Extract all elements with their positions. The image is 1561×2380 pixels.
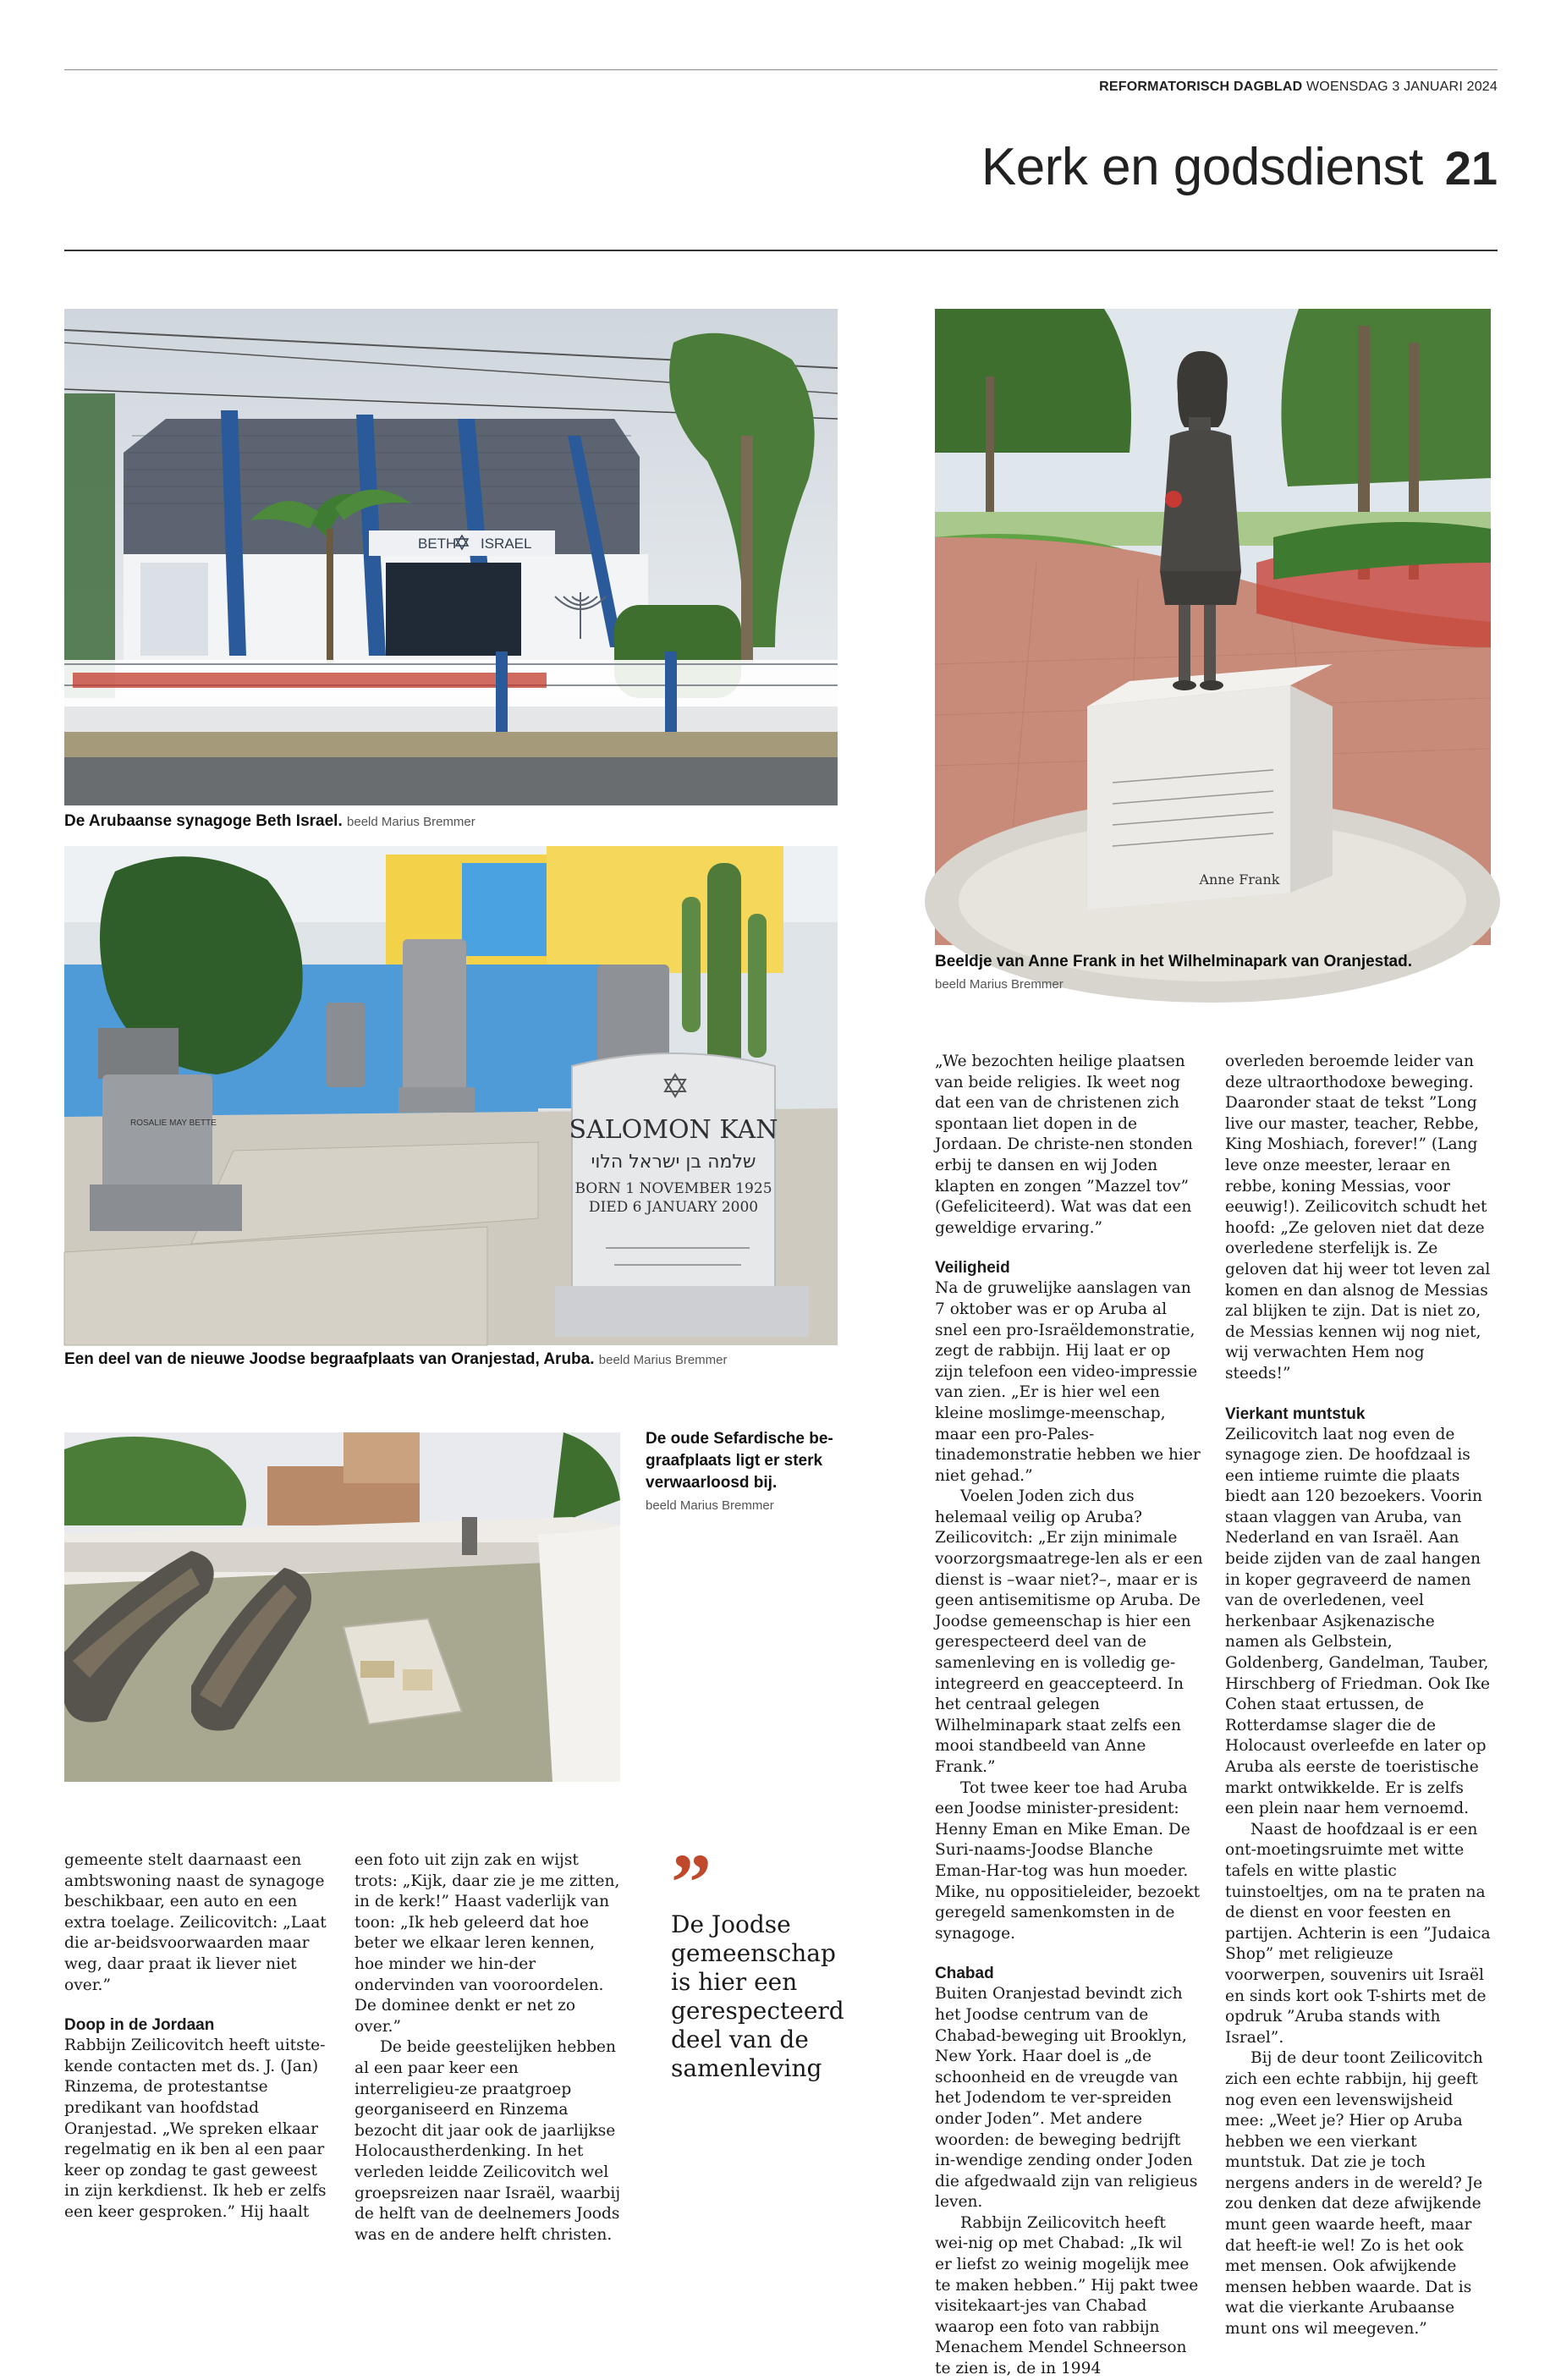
cemetery-caption-text: Een deel van de nieuwe Joodse begraafplaats van Oranjestad, Aruba. xyxy=(64,1350,595,1368)
synagogue-photo xyxy=(64,309,838,805)
cemetery-caption xyxy=(64,1349,838,1371)
cemetery-photo xyxy=(64,846,838,1345)
synagogue-image xyxy=(64,309,838,805)
small-stone-inscription: ROSALIE MAY BETTE xyxy=(130,1119,217,1128)
paragraph: De beide geestelijken hebben al een paar keer een interreligieu-ze praatgroep georganiseerd en Rinzema bezocht dit jaar ook de jaarlijkse Holocaustherdenking. In het verleden leidde Zeilicovitch wel groepsreizen naar Israël, waarbij de helft van de deelnemers Joods was en de andere helft christen. xyxy=(355,2038,621,2244)
paragraph: Tot twee keer toe had Aruba een Joodse minister-president: Henny Eman en Mike Eman. De Suri-naams-Joodse Blanche Eman-Har-tog was hun moeder. Mike, nu oppositieleider, bezoekt geregeld samenkomsten in de synagoge. xyxy=(935,1778,1201,1943)
synagogue-caption-text: De Arubaanse synagoge Beth Israel. xyxy=(64,812,343,830)
gravestone-name: SALOMON KAN xyxy=(569,1115,778,1145)
anne-frank-caption xyxy=(935,951,1491,996)
article-column-3 xyxy=(935,1052,1203,2380)
sephardic-caption-text: De oude Sefardische be-graafplaats ligt er sterk verwaarloosd bij. xyxy=(646,1430,833,1492)
sephardic-photo xyxy=(64,1432,620,1782)
synagogue-sign-left: BETH xyxy=(418,536,457,552)
synagogue-credit: beeld Marius Bremmer xyxy=(347,815,475,829)
paragraph: Buiten Oranjestad bevindt zich het Joodse centrum van de Chabad-beweging uit Brooklyn, New York. Haar doel is „de schoonheid en de vreugde van het Jodendom te ver-spreiden onder Joden”. Met andere woorden: de beweging bedrijft in-wendige zending onder Joden die afgedwaald zijn van religieus leven. xyxy=(935,1985,1198,2212)
section-title: Kerk en godsdienst xyxy=(981,138,1423,196)
gravestone-hebrew: שלמה בן ישראל הלוי xyxy=(591,1152,756,1173)
paragraph: „We bezochten heilige plaatsen van beide religies. Ik weet nog dat een van de christenen zich spontaan liet dopen in de Jordaan. De christe-nen stonden erbij te dansen en wij Joden klapten en zongen ”Mazzel tov” (Gefeliciteerd). Wat was dat een geweldige ervaring.” xyxy=(935,1053,1193,1237)
paragraph: Na de gruwelijke aanslagen van 7 oktober was er op Aruba al snel een pro-Israëldemonstratie, zegt de rabbijn. Hij laat er op zijn telefoon een video-impressie van zien. „Er is hier wel een kleine moslimge-meenschap, maar een pro-Pales-tinademonstratie hebben we hier niet gehad.” xyxy=(935,1279,1201,1485)
cemetery-credit: beeld Marius Bremmer xyxy=(598,1353,728,1367)
sephardic-credit: beeld Marius Bremmer xyxy=(646,1498,774,1513)
pedestal-inscription: Anne Frank xyxy=(1199,871,1280,888)
cemetery-image xyxy=(64,846,838,1345)
subheading: Veiligheid xyxy=(935,1259,1010,1278)
sephardic-caption xyxy=(646,1428,842,1517)
paragraph: Zeilicovitch laat nog even de synagoge zien. De hoofdzaal is een intieme ruimte die plaats biedt aan 120 bezoekers. Voorin staan vlaggen van Aruba, van Nederland en van Israël. Aan beide zijden van de zaal hangen in koper gegraveerd de namen van de overledenen, veel herkenbaar Asjkenazische namen als Gelbstein, Goldenberg, Gandelman, Tauber, Hirschberg of Friedman. Ook Ike Cohen staat ertussen, de Rotterdamse slager die de Holocaust overleefde en later op Aruba als eerste de toeristische markt ontwikkelde. Er is zelfs een plein naar hem vernoemd. xyxy=(1225,1425,1490,1818)
paragraph: Bij de deur toont Zeilicovitch zich een echte rabbijn, hij geeft nog even een levenswijsheid mee: „Weet je? Hier op Aruba hebben we een vierkant muntstuk. Dat zie je toch nergens anders in de wereld? Je zou denken dat deze afwijkende munt geen waarde heeft, maar dat heeft-ie wel! Zo is het ook met mensen. Ook afwijkende mensen hebben waarde. Dat is wat die vierkante Arubaanse munt ons wil meegeven.” xyxy=(1225,2049,1483,2339)
synagogue-caption xyxy=(64,811,838,833)
paragraph: overleden beroemde leider van deze ultraorthodoxe beweging. Daaronder staat de tekst ”Long live our master, teacher, Rebbe, King Moshiach, forever!” (Lang leve onze meester, leraar en rebbe, koning Messias, voor eeuwig!). Zeilicovitch schudt het hoofd: „Ze geloven niet dat deze overledene sterfelijk is. Ze geloven dat hij weer tot leven zal komen en dan alsnog de Messias zal blijken te zijn. Dat is niet zo, de Messias kennen wij nog niet, wij verwachten Hem nog steeds!” xyxy=(1225,1053,1491,1382)
article-column-1 xyxy=(64,1850,333,2223)
anne-frank-image xyxy=(935,309,1491,945)
synagogue-sign-right: ISRAEL xyxy=(481,536,532,552)
paragraph: Rabbijn Zeilicovitch heeft wei-nig op met Chabad: „Ik wil er liefst zo weinig mogelijk mee te maken hebben.” Hij pakt twee visitekaart-jes van Chabad waarop een foto van rabbijn Menachem Mendel Schneerson te zien is, de in 1994 xyxy=(935,2213,1199,2378)
anne-frank-photo xyxy=(935,309,1491,945)
paragraph: Rabbijn Zeilicovitch heeft uitste-kende contacten met ds. J. (Jan) Rinzema, de protestantse predikant van hoofdstad Oranjestad. „We spreken elkaar regelmatig en ik ben al een paar keer op zondag te gast geweest in zijn kerkdienst. Ik heb er zelfs een keer gesproken.” Hij haalt xyxy=(64,2036,327,2221)
gravestone-born: BORN 1 NOVEMBER 1925 xyxy=(574,1180,772,1197)
page-number: 21 xyxy=(1444,141,1498,195)
paragraph: gemeente stelt daarnaast een ambtswoning naast de synagoge beschikbaar, een auto en een extra toelage. Zeilicovitch: „Laat die ar-beidsvoorwaarden maar weg, daar praat ik liever niet over.” xyxy=(64,1851,327,1994)
anne-frank-caption-text: Beeldje van Anne Frank in het Wilhelminapark van Oranjestad. xyxy=(935,953,1413,970)
paragraph: een foto uit zijn zak en wijst trots: „Kijk, daar zie je me zitten, in de kerk!” Haast vaderlijk van toon: „Ik heb geleerd dat hoe beter we elkaar leren kennen, hoe minder we hin-der ondervinden van vooroordelen. De dominee denkt er net zo over.” xyxy=(355,1851,620,2036)
anne-frank-credit: beeld Marius Bremmer xyxy=(935,977,1064,992)
header-rule xyxy=(64,250,1498,251)
section-header xyxy=(981,137,1498,197)
quote-mark-icon: ” xyxy=(671,1837,712,1927)
paragraph: Naast de hoofdzaal is er een ont-moetingsruimte met witte tafels en witte plastic tuinstoeltjes, om na te praten na de dienst en voor feesten en partijen. Achterin is een ”Judaica Shop” met religieuze voorwerpen, souvenirs uit Israël en sinds kort ook T-shirts met de opdruk ”Aruba stands with Israel”. xyxy=(1225,1820,1491,2047)
article-column-2 xyxy=(355,1850,624,2245)
top-rule xyxy=(64,69,1498,70)
sephardic-image xyxy=(64,1432,620,1782)
subheading: Doop in de Jordaan xyxy=(64,2016,215,2035)
subheading: Chabad xyxy=(935,1965,994,1983)
article-column-4 xyxy=(1225,1052,1493,2340)
pull-quote-text: De Joodse gemeenschap is hier een gerespecteerd deel van de samenleving xyxy=(671,1910,844,2082)
paragraph: Voelen Joden zich dus helemaal veilig op Aruba? Zeilicovitch: „Er zijn minimale voorzorgsmaatrege-len als er een dienst is –waar niet?–, maar er is geen antisemitisme op Aruba. De Joodse gemeenschap is hier een gerespecteerd deel van de samenleving en is volledig ge-integreerd en geaccepteerd. In het centraal gelegen Wilhelminapark staat zelfs een mooi standbeeld van Anne Frank.” xyxy=(935,1487,1203,1776)
pull-quote xyxy=(671,1837,844,2083)
paper-name: REFORMATORISCH DAGBLAD xyxy=(1099,80,1303,94)
masthead xyxy=(1099,80,1498,95)
issue-date: WOENSDAG 3 JANUARI 2024 xyxy=(1306,80,1498,94)
gravestone-died: DIED 6 JANUARY 2000 xyxy=(588,1199,759,1216)
subheading: Vierkant muntstuk xyxy=(1225,1404,1366,1423)
